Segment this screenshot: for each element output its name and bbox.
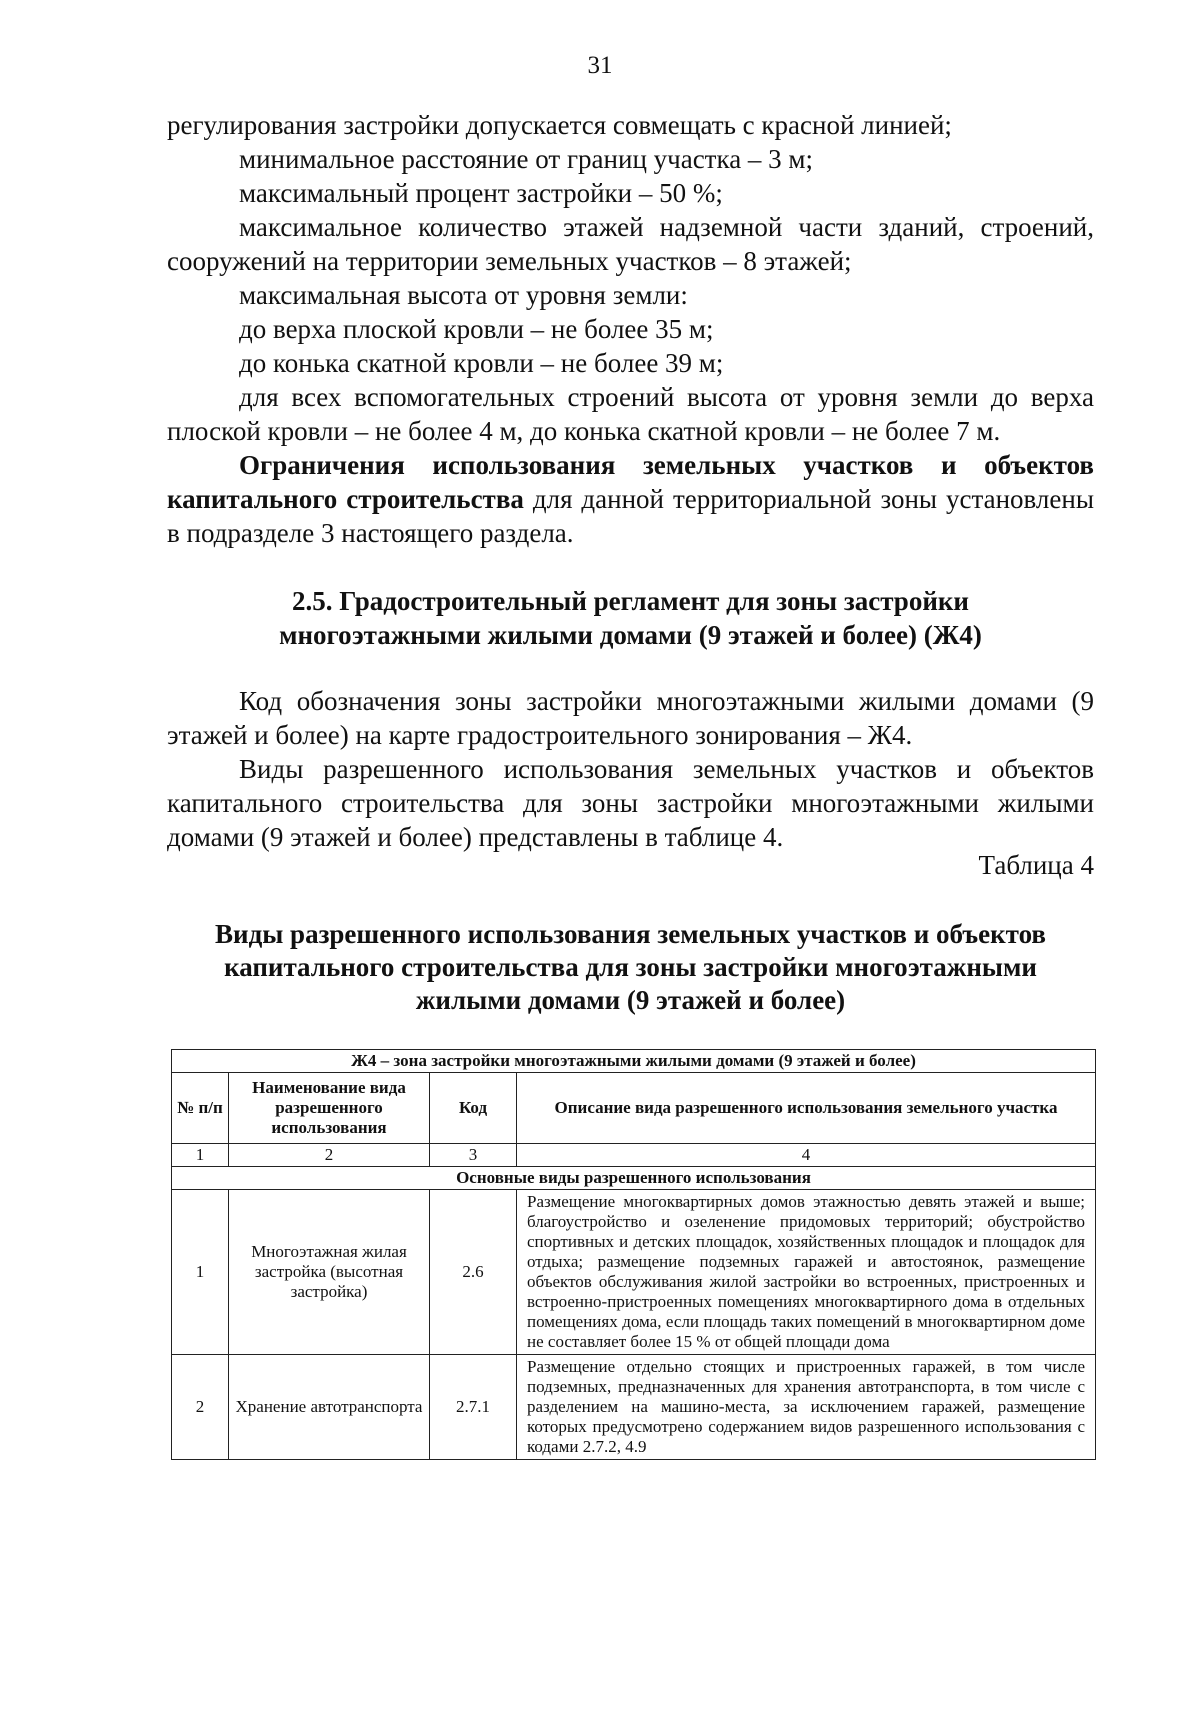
row-num: 1	[172, 1190, 229, 1355]
paragraph-line: минимальное расстояние от границ участка – 3 м;	[239, 144, 814, 174]
col-number: 4	[517, 1144, 1096, 1167]
restrictions-paragraph	[167, 448, 1094, 550]
row-code: 2.7.1	[430, 1355, 517, 1460]
paragraph: Код обозначения зоны застройки многоэтажными жилыми домами (9 этажей и более) на карте градостроительного зонирования – Ж4.	[167, 686, 1094, 750]
zone-header-cell: Ж4 – зона застройки многоэтажными жилыми домами (9 этажей и более)	[172, 1050, 1096, 1073]
header-name: Наименование вида разрешенного использования	[229, 1073, 430, 1144]
row-num: 2	[172, 1355, 229, 1460]
row-code: 2.6	[430, 1190, 517, 1355]
row-desc: Размещение многоквартирных домов этажностью девять этажей и выше; благоустройство и озеленение придомовых территорий; обустройство спортивных и детских площадок, хозяйственных площадок и площадок для отдыха; размещение подземных гаражей и автостоянок, размещение объектов обслуживания жилой застройки во встроенных, пристроенных и встроенно-пристроенных помещениях многоквартирного дома в отдельных помещениях дома, если площадь таких помещений в многоквартирном доме не составляет более 15 % от общей площади дома	[517, 1190, 1096, 1355]
paragraph-line: до конька скатной кровли – не более 39 м;	[239, 348, 724, 378]
header-code: Код	[430, 1073, 517, 1144]
paragraph-line: регулирования застройки допускается совмещать с красной линией;	[167, 110, 952, 140]
section-title-line: 2.5. Градостроительный регламент для зоны застройки	[291, 586, 969, 616]
row-desc: Размещение отдельно стоящих и пристроенных гаражей, в том числе подземных, предназначенных для хранения автотранспорта, в том числе с разделением на машино-места, за исключением гаражей, размещение которых предусмотрено содержанием видов разрешенного использования с кодами 2.7.2, 4.9	[517, 1355, 1096, 1460]
table-label: Таблица 4	[978, 850, 1094, 880]
col-number: 3	[430, 1144, 517, 1167]
restrictions-bold-text: Ограничения использования земельных участков и объектов капитального строительства	[167, 450, 1094, 514]
table-row	[172, 1355, 1096, 1460]
col-number: 1	[172, 1144, 229, 1167]
permitted-uses-table	[171, 1049, 1096, 1460]
table-header-row	[172, 1073, 1096, 1144]
col-number: 2	[229, 1144, 430, 1167]
table-title-line: жилыми домами (9 этажей и более)	[415, 985, 846, 1015]
table-title-line: Виды разрешенного использования земельных участков и объектов	[215, 919, 1046, 949]
page-number: 31	[587, 52, 613, 79]
group-header-cell: Основные виды разрешенного использования	[172, 1167, 1096, 1190]
table-title-line: капитального строительства для зоны застройки многоэтажными	[224, 952, 1037, 982]
section-title	[167, 584, 1094, 652]
row-name: Хранение автотранспорта	[229, 1355, 430, 1460]
table-title	[167, 918, 1094, 1017]
header-desc: Описание вида разрешенного использования земельного участка	[517, 1073, 1096, 1144]
paragraph: Виды разрешенного использования земельных участков и объектов капитального строительства для зоны застройки многоэтажными жилыми домами (9 этажей и более) представлены в таблице 4.	[167, 754, 1094, 852]
table-col-number-row	[172, 1144, 1096, 1167]
table-row	[172, 1190, 1096, 1355]
regulation-text-block	[167, 108, 1094, 550]
row-name: Многоэтажная жилая застройка (высотная застройка)	[229, 1190, 430, 1355]
header-num: № п/п	[172, 1073, 229, 1144]
paragraph-line: максимальный процент застройки – 50 %;	[239, 178, 723, 208]
paragraph-line: максимальная высота от уровня земли:	[239, 280, 688, 310]
table-zone-header-row	[172, 1050, 1096, 1073]
paragraph-line: до верха плоской кровли – не более 35 м;	[239, 314, 714, 344]
table-group-row	[172, 1167, 1096, 1190]
restrictions-rest-text: для данной территориальной зоны установлены в подразделе 3 настоящего раздела.	[167, 484, 1094, 548]
zone-description-block	[167, 684, 1094, 854]
paragraph-line: для всех вспомогательных строений высота от уровня земли до верха плоской кровли – не более 4 м, до конька скатной кровли – не более 7 м.	[167, 382, 1094, 446]
section-title-line: многоэтажными жилыми домами (9 этажей и более) (Ж4)	[279, 620, 982, 650]
paragraph-line: максимальное количество этажей надземной части зданий, строений, сооружений на территории земельных участков – 8 этажей;	[167, 212, 1094, 276]
